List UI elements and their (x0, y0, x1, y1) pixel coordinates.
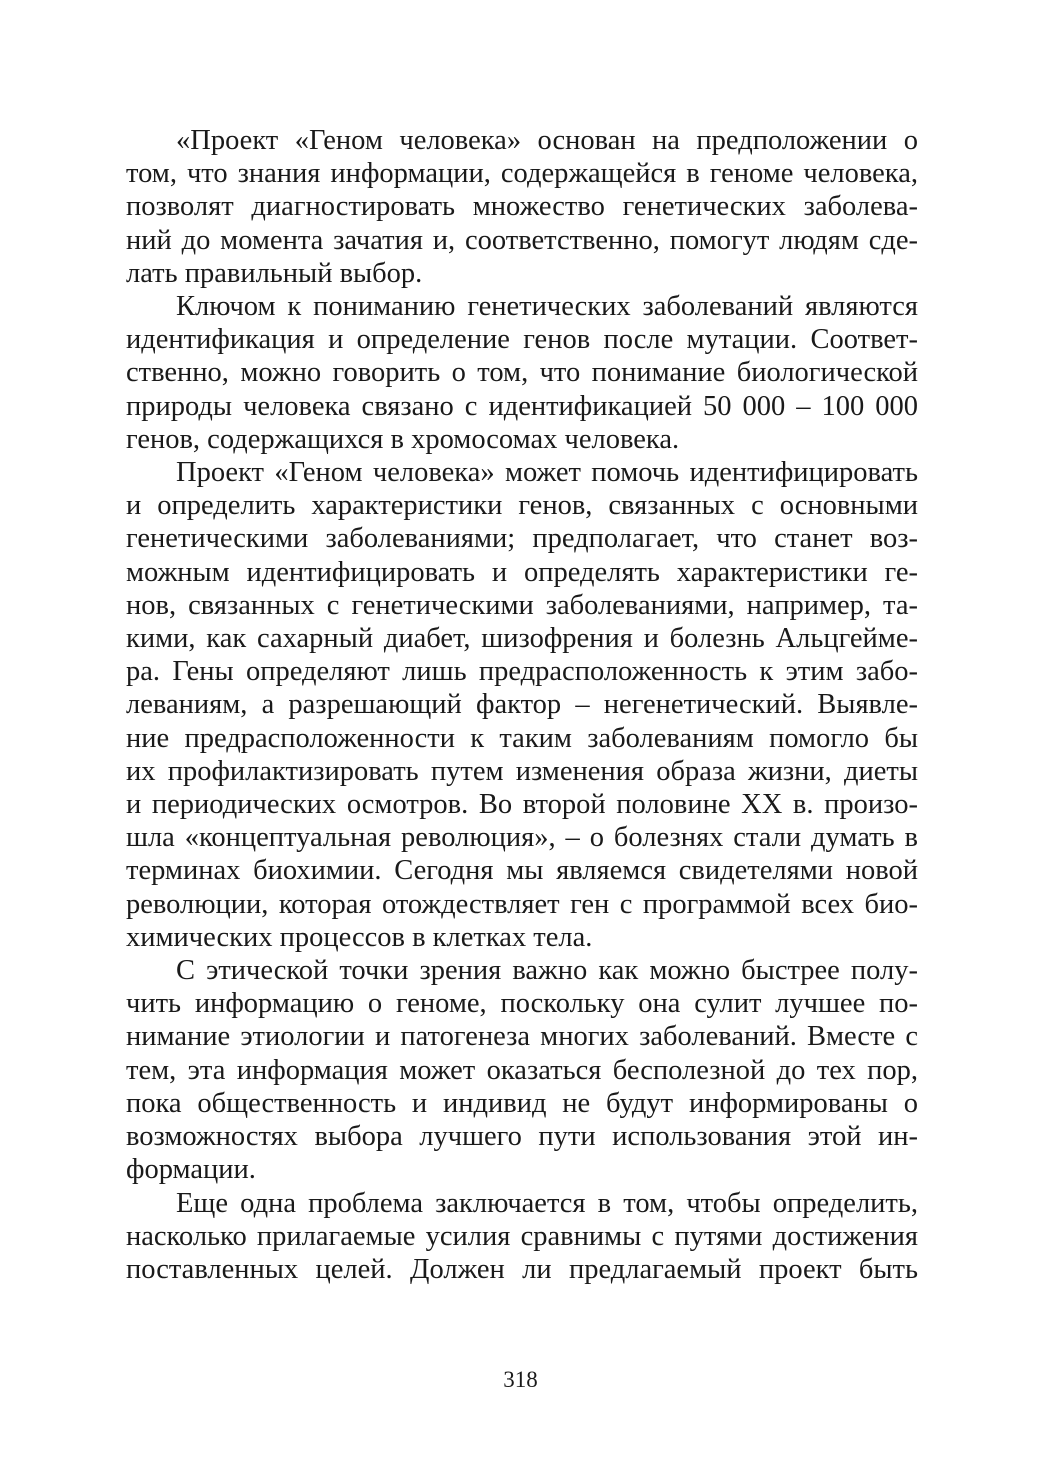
text-line: генов, содержащихся в хромосомах человека. (126, 423, 680, 455)
body-text (126, 124, 918, 1286)
text-line: природы человека связано с идентификацией 50 000 – 100 000 (126, 390, 918, 422)
text-line: нимание этиологии и патогенеза многих заболеваний. Вместе с (126, 1021, 918, 1053)
text-line: «Проект «Геном человека» основан на предположении о (176, 125, 918, 156)
text-line: революции, которая отождествляет ген с программой всех био- (126, 888, 918, 920)
paragraph (126, 954, 918, 1186)
text-line: возможностях выбора лучшего пути использования этой ин- (126, 1121, 918, 1153)
paragraph (126, 456, 918, 954)
text-line: шла «концептуальная революция», – о болезнях стали думать в (126, 822, 918, 854)
text-line: насколько прилагаемые усилия сравнимы с путями достижения (126, 1220, 918, 1252)
text-line: леваниям, а разрешающий фактор – негенетический. Выявле- (126, 689, 918, 721)
text-line: нов, связанных с генетическими заболеваниями, например, та- (126, 589, 918, 621)
text-line: идентификация и определение генов после мутации. Соответ- (126, 324, 918, 356)
text-line: поставленных целей. Должен ли предлагаемый проект быть (126, 1253, 918, 1285)
paragraph (126, 290, 918, 456)
text-line: С этической точки зрения важно как можно быстрее полу- (176, 955, 918, 987)
text-line: генетическими заболеваниями; предполагает, что станет воз- (126, 523, 918, 555)
paragraph (126, 1187, 918, 1287)
page-number: 318 (503, 1367, 538, 1392)
text-line: можным идентифицировать и определять характеристики ге- (126, 556, 918, 588)
text-line: Проект «Геном человека» может помочь идентифицировать (176, 457, 918, 489)
text-line: и периодических осмотров. Во второй половине XX в. произо- (126, 789, 918, 821)
text-line: позволят диагностировать множество генетических заболева- (126, 191, 918, 223)
text-line: кими, как сахарный диабет, шизофрения и болезнь Альцгейме- (126, 623, 918, 655)
text-line: химических процессов в клетках тела. (126, 921, 593, 953)
text-line: Ключом к пониманию генетических заболеваний являются (176, 291, 918, 323)
paragraph (126, 124, 918, 290)
text-line: ний до момента зачатия и, соответственно, помогут людям сде- (126, 224, 918, 256)
text-line: ние предрасположенности к таким заболеваниям помогло бы (126, 722, 918, 754)
text-line: ра. Гены определяют лишь предрасположенность к этим забо- (126, 656, 918, 688)
text-line: Еще одна проблема заключается в том, чтобы определить, (176, 1187, 918, 1219)
text-line: ственно, можно говорить о том, что понимание биологической (126, 357, 918, 389)
text-line: пока общественность и индивид не будут информированы о (126, 1087, 918, 1119)
text-line: чить информацию о геноме, поскольку она сулит лучшее по- (126, 988, 918, 1020)
text-line: тем, эта информация может оказаться бесполезной до тех пор, (126, 1054, 918, 1086)
text-line: терминах биохимии. Сегодня мы являемся свидетелями новой (126, 855, 918, 887)
text-line: том, что знания информации, содержащейся в геноме человека, (126, 158, 918, 190)
text-line: их профилактизировать путем изменения образа жизни, диеты (126, 755, 918, 787)
text-line: формации. (126, 1154, 256, 1186)
text-line: лать правильный выбор. (126, 257, 423, 289)
text-line: и определить характеристики генов, связанных с основными (126, 490, 918, 522)
